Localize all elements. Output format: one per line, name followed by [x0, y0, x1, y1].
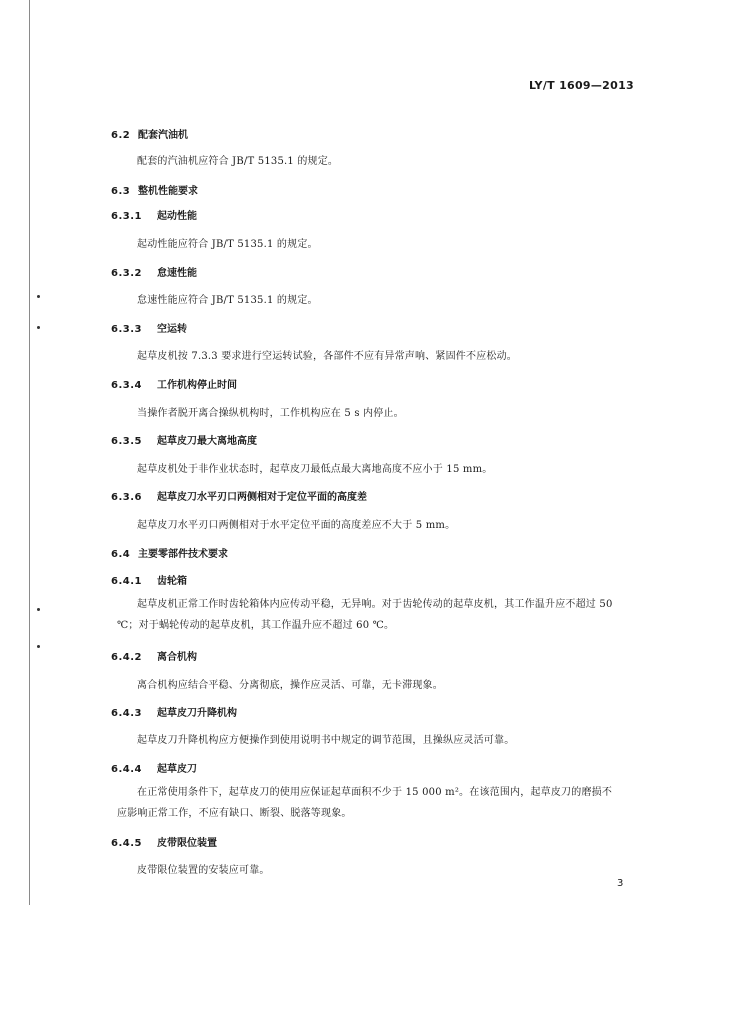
section-heading — [111, 182, 198, 197]
section-number: 6.4.3 — [111, 708, 142, 719]
section-number: 6.4.5 — [111, 838, 142, 849]
section-heading — [111, 432, 257, 447]
section-title: 整机性能要求 — [138, 186, 198, 197]
section-title: 齿轮箱 — [157, 576, 187, 587]
section-heading — [111, 207, 197, 222]
section-body: 配套的汽油机应符合 JB/T 5135.1 的规定。 — [137, 156, 339, 167]
section-title: 起草皮刀升降机构 — [157, 708, 237, 719]
section-heading — [111, 704, 237, 719]
section-heading — [111, 545, 228, 560]
section-heading — [111, 376, 237, 391]
section-body: 起草皮刀升降机构应方便操作到使用说明书中规定的调节范围，且操纵应灵活可靠。 — [137, 735, 515, 746]
section-title: 起草皮刀水平刃口两侧相对于定位平面的高度差 — [157, 492, 367, 503]
section-title: 皮带限位装置 — [157, 838, 217, 849]
section-body: 起草皮机处于非作业状态时，起草皮刀最低点最大离地高度不应小于 15 mm。 — [137, 464, 493, 475]
section-heading — [111, 572, 187, 587]
section-number: 6.3.2 — [111, 268, 142, 279]
section-number: 6.3.3 — [111, 324, 142, 335]
section-number: 6.3.1 — [111, 211, 142, 222]
section-heading — [111, 488, 367, 503]
section-number: 6.3.5 — [111, 436, 142, 447]
section-body: 怠速性能应符合 JB/T 5135.1 的规定。 — [137, 295, 318, 306]
scan-speck — [37, 645, 40, 648]
section-heading — [111, 264, 197, 279]
section-heading — [111, 320, 187, 335]
section-title: 起动性能 — [157, 211, 197, 222]
section-body: 在正常使用条件下，起草皮刀的使用应保证起草面积不少于 15 000 m²。在该范围内，起草皮刀的磨损不应影响正常工作，不应有缺口、断裂、脱落等现象。 — [117, 787, 613, 819]
section-heading — [111, 834, 217, 849]
section-title: 起草皮刀最大离地高度 — [157, 436, 257, 447]
section-body: 当操作者脱开离合操纵机构时，工作机构应在 5 s 内停止。 — [137, 408, 404, 419]
section-heading — [111, 760, 197, 775]
section-number: 6.4.4 — [111, 764, 142, 775]
scan-speck — [37, 608, 40, 611]
section-number: 6.3 — [111, 186, 131, 197]
section-number: 6.3.4 — [111, 380, 142, 391]
section-number: 6.4 — [111, 549, 131, 560]
scan-speck — [37, 326, 40, 329]
section-body: 起草皮刀水平刃口两侧相对于水平定位平面的高度差应不大于 5 mm。 — [137, 520, 456, 531]
section-title: 怠速性能 — [157, 268, 197, 279]
section-number: 6.3.6 — [111, 492, 142, 503]
section-body: 起草皮机按 7.3.3 要求进行空运转试验，各部件不应有异常声响、紧固件不应松动。 — [137, 351, 518, 362]
standard-code: LY/T 1609—2013 — [528, 79, 634, 92]
section-number: 6.4.1 — [111, 576, 142, 587]
section-heading — [111, 648, 197, 663]
section-number: 6.4.2 — [111, 652, 142, 663]
section-title: 配套汽油机 — [138, 130, 188, 141]
section-heading — [111, 126, 188, 141]
section-title: 主要零部件技术要求 — [138, 549, 228, 560]
scan-speck — [37, 295, 40, 298]
scan-left-rule — [29, 0, 30, 905]
section-title: 离合机构 — [157, 652, 197, 663]
section-number: 6.2 — [111, 130, 131, 141]
page-number: 3 — [617, 878, 624, 889]
section-body: 皮带限位装置的安装应可靠。 — [137, 865, 270, 876]
section-title: 空运转 — [157, 324, 187, 335]
section-body: 起草皮机正常工作时齿轮箱体内应传动平稳，无异响。对于齿轮传动的起草皮机，其工作温升应不超过 50 ℃；对于蜗轮传动的起草皮机，其工作温升应不超过 60 ℃。 — [117, 599, 613, 631]
section-body: 离合机构应结合平稳、分离彻底，操作应灵活、可靠，无卡滞现象。 — [137, 680, 443, 691]
section-title: 工作机构停止时间 — [157, 380, 237, 391]
section-title: 起草皮刀 — [157, 764, 197, 775]
section-body: 起动性能应符合 JB/T 5135.1 的规定。 — [137, 239, 318, 250]
